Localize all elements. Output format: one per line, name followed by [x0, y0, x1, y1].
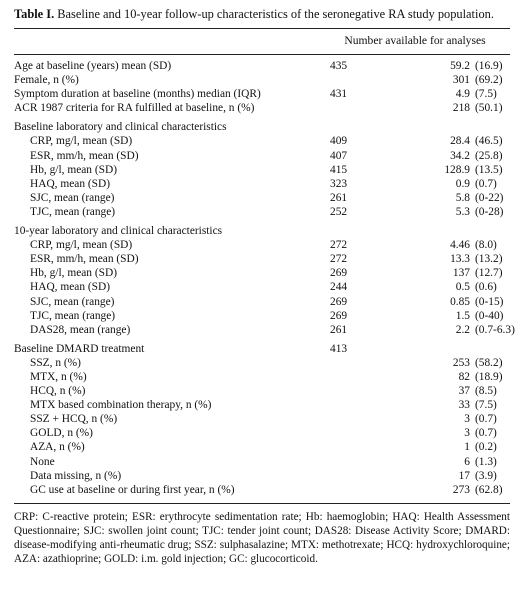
table-body — [14, 59, 515, 497]
row-n: 269 — [330, 267, 348, 280]
table-row — [14, 469, 510, 483]
row-value: 17 — [458, 469, 470, 482]
row-spread: (12.7) — [475, 267, 503, 280]
row-value: 0.5 — [455, 281, 470, 294]
row-value: 82 — [458, 370, 470, 383]
row-label: Data missing, n (%) — [30, 469, 122, 482]
row-value: 253 — [452, 356, 470, 369]
row-value: 5.8 — [455, 191, 470, 204]
row-label: Hb, g/l, mean (SD) — [30, 267, 117, 280]
row-spread: (0.2) — [475, 441, 497, 454]
row-value: 34.2 — [450, 149, 470, 162]
row-label: SSZ, n (%) — [30, 356, 81, 369]
row-spread: (8.5) — [475, 385, 497, 398]
table-caption: Baseline and 10-year follow-up characteristics of the seronegative RA study population. — [54, 7, 494, 21]
row-n: 323 — [330, 177, 348, 190]
table-row — [14, 455, 510, 469]
table-row — [14, 309, 510, 323]
table-row — [14, 280, 510, 294]
row-n: 431 — [330, 88, 348, 101]
header-number-available: Number available for analyses — [344, 34, 486, 47]
row-value: 5.3 — [455, 205, 470, 218]
row-label: HCQ, n (%) — [30, 385, 86, 398]
row-label: SSZ + HCQ, n (%) — [30, 413, 118, 426]
row-label: DAS28, mean (range) — [30, 323, 131, 336]
row-label: ACR 1987 criteria for RA fulfilled at baseline, n (%) — [14, 102, 255, 115]
table-row — [14, 101, 510, 115]
row-n: 415 — [330, 163, 348, 176]
row-value: 3 — [464, 427, 470, 440]
table-header — [14, 29, 510, 54]
row-spread: (0.7) — [475, 413, 497, 426]
table-row — [14, 163, 510, 177]
row-label: GC use at baseline or during first year, n (%) — [30, 483, 235, 496]
row-label: ESR, mm/h, mean (SD) — [30, 149, 139, 162]
table-row — [14, 356, 510, 370]
row-n: 435 — [330, 60, 348, 72]
row-label: MTX based combination therapy, n (%) — [30, 399, 212, 412]
row-value: 301 — [452, 74, 470, 87]
row-label: TJC, mean (range) — [30, 309, 116, 322]
row-label: Age at baseline (years) mean (SD) — [14, 60, 172, 72]
row-value: 1 — [464, 441, 470, 454]
row-label: CRP, mg/l, mean (SD) — [30, 239, 133, 252]
row-spread: (0.7-6.3) — [475, 323, 515, 336]
table-row — [14, 295, 510, 309]
row-spread: (0-22) — [475, 191, 504, 204]
row-value: 128.9 — [444, 163, 470, 176]
row-label: HAQ, mean (SD) — [30, 177, 111, 190]
row-value: 33 — [458, 399, 470, 412]
row-n: 269 — [330, 309, 348, 322]
row-label: Baseline DMARD treatment — [14, 342, 145, 355]
row-spread: (1.3) — [475, 455, 497, 468]
table-row — [14, 398, 510, 412]
row-n: 409 — [330, 135, 348, 148]
row-spread: (25.8) — [475, 149, 503, 162]
table-footnote: CRP: C-reactive protein; ESR: erythrocyte sedimentation rate; Hb: haemoglobin; HAQ: Health Assessment Questionnaire; SJC: swollen joint count; TJC: tender joint count; DAS28: Disease Activity Score; DMARD: disease-modifying anti-rheumatic drug; SSZ: sulphasalazine; MTX: methotrexate; HCQ: hydroxychloroquine; AZA: azathioprine; GOLD: i.m. gold injection; GC: glucocorticoid. — [14, 510, 510, 566]
row-value: 273 — [452, 483, 470, 496]
table-row — [14, 440, 510, 454]
row-value: 37 — [458, 385, 470, 398]
row-value: 4.9 — [455, 88, 470, 101]
bottom-rule — [14, 503, 510, 504]
row-value: 0.85 — [450, 295, 470, 308]
row-label: Baseline laboratory and clinical characteristics — [14, 121, 227, 134]
row-spread: (46.5) — [475, 135, 503, 148]
row-value: 13.3 — [450, 253, 470, 266]
row-spread: (8.0) — [475, 239, 497, 252]
row-label: SJC, mean (range) — [30, 191, 115, 204]
row-value: 59.2 — [450, 60, 470, 72]
row-spread: (13.5) — [475, 163, 503, 176]
row-label: TJC, mean (range) — [30, 205, 116, 218]
row-value: 0.9 — [455, 177, 470, 190]
row-value: 218 — [452, 102, 470, 115]
row-n: 252 — [330, 205, 348, 218]
row-label: Symptom duration at baseline (months) median (IQR) — [14, 88, 261, 101]
table-container — [14, 6, 515, 567]
table-row — [14, 149, 510, 163]
row-label: Hb, g/l, mean (SD) — [30, 163, 117, 176]
table-row — [14, 483, 510, 497]
row-spread: (7.5) — [475, 88, 497, 101]
table-row — [14, 266, 510, 280]
row-spread: (13.2) — [475, 253, 503, 266]
table-row — [14, 412, 510, 426]
table-row — [14, 73, 510, 87]
row-spread: (18.9) — [475, 370, 503, 383]
row-spread: (0-28) — [475, 205, 504, 218]
row-label: Female, n (%) — [14, 74, 79, 87]
row-n: 407 — [330, 149, 348, 162]
row-value: 2.2 — [455, 323, 470, 336]
row-n: 269 — [330, 295, 348, 308]
table-row — [14, 323, 515, 337]
table-row — [14, 59, 510, 73]
header-rule — [14, 54, 510, 55]
row-spread: (62.8) — [475, 483, 503, 496]
row-n: 261 — [330, 191, 348, 204]
row-spread: (3.9) — [475, 469, 497, 482]
row-spread: (58.2) — [475, 356, 503, 369]
table-row — [14, 370, 510, 384]
row-label: 10-year laboratory and clinical characteristics — [14, 225, 223, 238]
row-value: 3 — [464, 413, 470, 426]
row-n: 413 — [330, 342, 348, 355]
table-row — [14, 191, 510, 205]
row-label: GOLD, n (%) — [30, 427, 93, 440]
row-value: 137 — [452, 267, 470, 280]
row-n: 244 — [330, 281, 348, 294]
row-n: 272 — [330, 253, 348, 266]
table-row — [14, 426, 510, 440]
row-spread: (7.5) — [475, 399, 497, 412]
row-spread: (0.6) — [475, 281, 497, 294]
row-n: 261 — [330, 323, 348, 336]
row-label: AZA, n (%) — [30, 441, 85, 454]
row-value: 6 — [464, 455, 470, 468]
row-label: None — [30, 455, 55, 468]
row-value: 1.5 — [455, 309, 470, 322]
row-value: 28.4 — [450, 135, 470, 148]
table-row — [14, 177, 510, 191]
row-label: ESR, mm/h, mean (SD) — [30, 253, 139, 266]
table-row — [14, 205, 510, 219]
table-row — [14, 120, 510, 134]
row-label: HAQ, mean (SD) — [30, 281, 111, 294]
table-title — [14, 6, 510, 22]
row-n: 272 — [330, 239, 348, 252]
table-row — [14, 252, 510, 266]
row-spread: (0-40) — [475, 309, 504, 322]
row-label: SJC, mean (range) — [30, 295, 115, 308]
table-row — [14, 87, 510, 101]
row-spread: (50.1) — [475, 102, 503, 115]
table-row — [14, 384, 510, 398]
table-row — [14, 134, 510, 148]
table-row — [14, 224, 510, 238]
table-row — [14, 238, 510, 252]
row-spread: (16.9) — [475, 60, 503, 72]
table-number: Table I. — [14, 7, 55, 21]
row-spread: (0-15) — [475, 295, 504, 308]
row-value: 4.46 — [450, 239, 470, 252]
row-label: MTX, n (%) — [30, 370, 87, 383]
row-label: CRP, mg/l, mean (SD) — [30, 135, 133, 148]
row-spread: (0.7) — [475, 177, 497, 190]
table-row — [14, 342, 510, 356]
row-spread: (0.7) — [475, 427, 497, 440]
row-spread: (69.2) — [475, 74, 503, 87]
